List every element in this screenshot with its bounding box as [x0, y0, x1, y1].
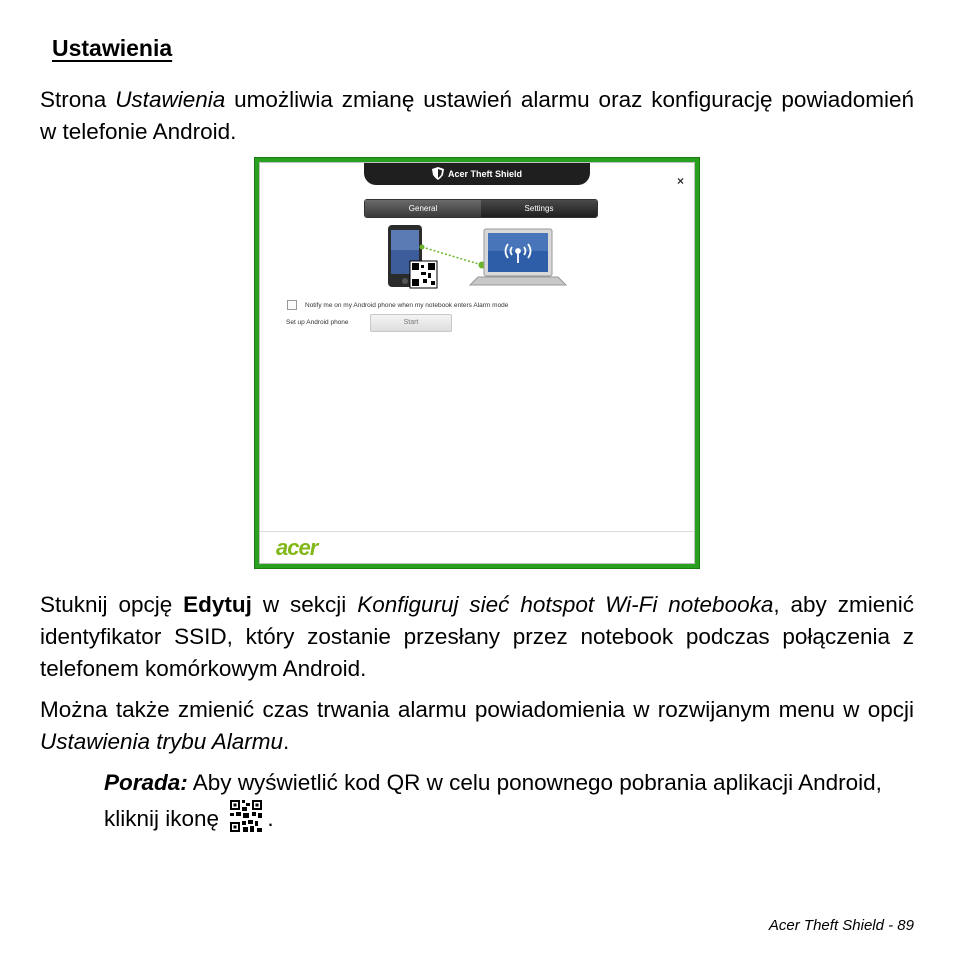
hotspot-section-name: Konfiguruj sieć hotspot Wi-Fi notebooka: [357, 592, 774, 617]
edit-paragraph: Stuknij opcję Edytuj w sekcji Konfiguruj sieć hotspot Wi-Fi notebooka, aby zmienić identyfikator SSID, który zostanie przesłany przez notebook podczas połączenia z telefonem komórkowym Android.: [40, 592, 914, 681]
phone-laptop-illustration: [384, 225, 574, 293]
window-titlebar: [364, 163, 590, 185]
edit-term: Edytuj: [183, 592, 252, 617]
tip-label: Porada:: [104, 770, 188, 795]
notify-option: [287, 300, 508, 310]
tip-paragraph: Porada: Aby wyświetlić kod QR w celu ponownego pobrania aplikacji Android, kliknij ikonę .: [104, 770, 882, 831]
qr-code-icon: [410, 261, 437, 288]
shield-icon: [432, 166, 444, 188]
qr-code-icon: [229, 799, 263, 833]
notify-label: Notify me on my Android phone when my notebook enters Alarm mode: [305, 301, 509, 309]
intro-paragraph: Strona Ustawienia umożliwia zmianę ustawień alarmu oraz konfigurację powiadomień w telefonie Android.: [40, 87, 914, 144]
acer-logo: acer: [276, 535, 318, 560]
page-name: Ustawienia: [115, 87, 226, 112]
section-heading: Ustawienia: [52, 35, 173, 61]
close-icon[interactable]: ×: [676, 174, 684, 188]
start-button[interactable]: Start: [370, 314, 452, 332]
tab-general[interactable]: General: [365, 200, 481, 217]
setup-label: Set up Android phone: [286, 319, 349, 326]
notify-checkbox[interactable]: [287, 300, 297, 310]
alarm-paragraph: Można także zmienić czas trwania alarmu powiadomienia w rozwijanym menu w opcji Ustawienia trybu Alarmu.: [40, 697, 914, 754]
alarm-mode-settings-name: Ustawienia trybu Alarmu: [40, 729, 284, 754]
settings-screenshot: [254, 157, 700, 569]
page-footer: Acer Theft Shield - 89: [768, 917, 914, 934]
footer-divider: [260, 531, 694, 532]
tab-settings[interactable]: Settings: [481, 200, 597, 217]
tab-bar: [364, 199, 598, 218]
window-title: Acer Theft Shield: [447, 169, 522, 179]
app-window: [259, 162, 695, 564]
